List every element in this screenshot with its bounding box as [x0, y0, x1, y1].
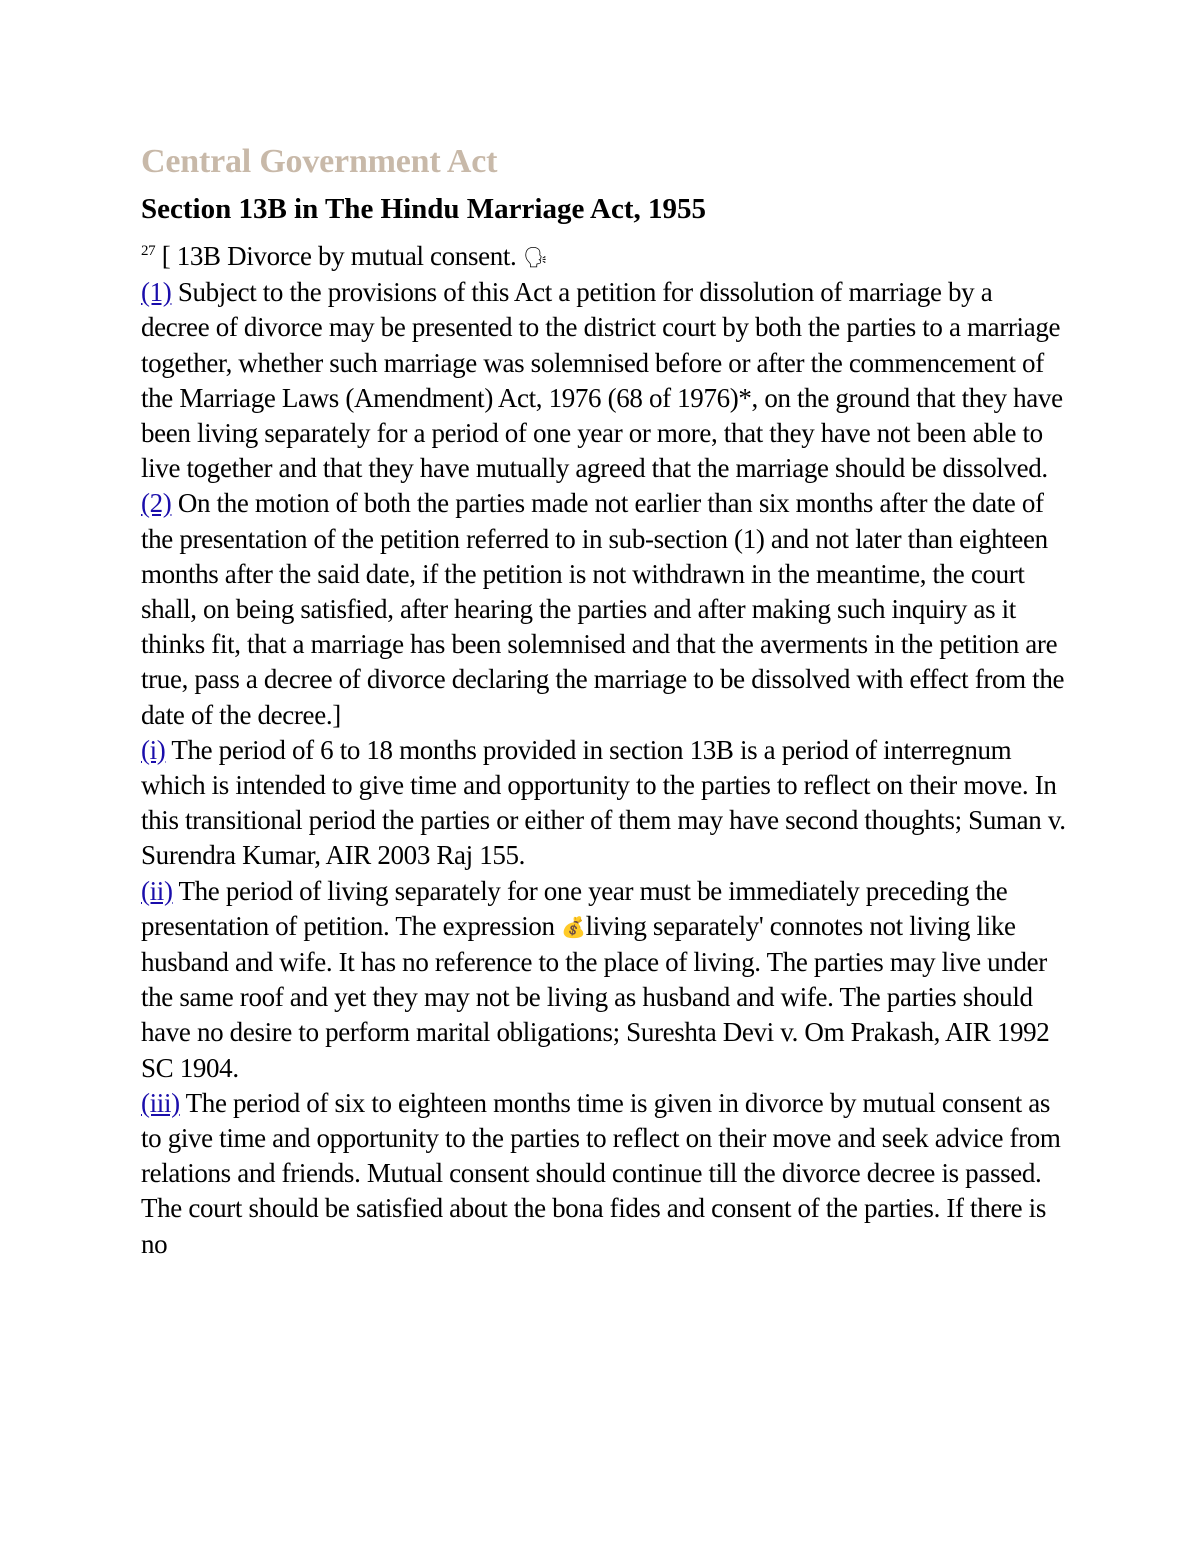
section-heading: Section 13B in The Hindu Marriage Act, 1955 [141, 193, 706, 225]
page-title: Central Government Act [141, 143, 498, 180]
paragraph-2 [141, 486, 1066, 732]
paragraph-ref-link[interactable]: (2) [141, 488, 172, 519]
paragraph-ref-link[interactable]: (ii) [141, 875, 173, 906]
paragraph-text: On the motion of both the parties made not earlier than six months after the date of the presentation of the petition referred to in sub-section (1) and not later than eighteen months after the said date, if the petition is not withdrawn in the meantime, the court shall, on being satisfied, after hearing the parties and after making such inquiry as it thinks fit, that a marriage has been solemnised and that the averments in the petition are true, pass a decree of divorce declaring the marriage to be dissolved with effect from the date of the decree.] [141, 488, 1065, 730]
paragraph-1 [141, 275, 1066, 486]
document-page [141, 140, 1066, 1262]
paragraph-ii [141, 874, 1066, 1086]
paragraph-ref-link[interactable]: (iii) [141, 1087, 180, 1118]
paragraph-text: Subject to the provisions of this Act a petition for dissolution of marriage by a decree of divorce may be presented to the district court by both the parties to a marriage together, whether such marriage was solemnised before or after the commencement of the Marriage Laws (Amendment) Act, 1976 (68 of 1976)*, on the ground that they have been living separately for a period of one year or more, that they have not been able to live together and that they have mutually agreed that the marriage should be dissolved. [141, 277, 1063, 484]
speaking-head-icon: 🗣 [522, 245, 548, 269]
paragraph-ref-link[interactable]: (i) [141, 734, 166, 765]
money-bag-icon: 💰 [561, 914, 586, 939]
paragraph-text: The period of 6 to 18 months provided in section 13B is a period of interregnum which is intended to give time and opportunity to the parties to reflect on their move. In this transitional period the parties or either of them may have second thoughts; Suman v. Surendra Kumar, AIR 2003 Raj 155. [141, 734, 1066, 871]
paragraph-text: The period of six to eighteen months time is given in divorce by mutual consent as to give time and opportunity to the parties to reflect on their move and seek advice from relations and friends. Mutual consent should continue till the divorce decree is passed. The court should be satisfied about the bona fides and consent of the parties. If there is no [141, 1087, 1061, 1259]
paragraph-text-before-glyph: The period of living separately for one year must be immediately preceding the presentation of petition. The expression [141, 875, 1008, 941]
footnote-marker[interactable]: 27 [141, 243, 156, 259]
paragraph-ref-link[interactable]: (1) [141, 277, 172, 308]
document-body [141, 239, 1066, 1262]
paragraph-iii [141, 1086, 1066, 1262]
section-title-text: [ 13B Divorce by mutual consent. [155, 241, 523, 271]
section-title-line [141, 239, 1066, 275]
paragraph-text: living separately' connotes not living like husband and wife. It has no reference to the place of living. The parties may live under the same roof and yet they may not be living as husband and wife. The parties should have no desire to perform marital obligations; Sureshta Devi v. Om Prakash, AIR 1992 SC 1904. [141, 910, 1050, 1083]
paragraph-i [141, 733, 1066, 874]
